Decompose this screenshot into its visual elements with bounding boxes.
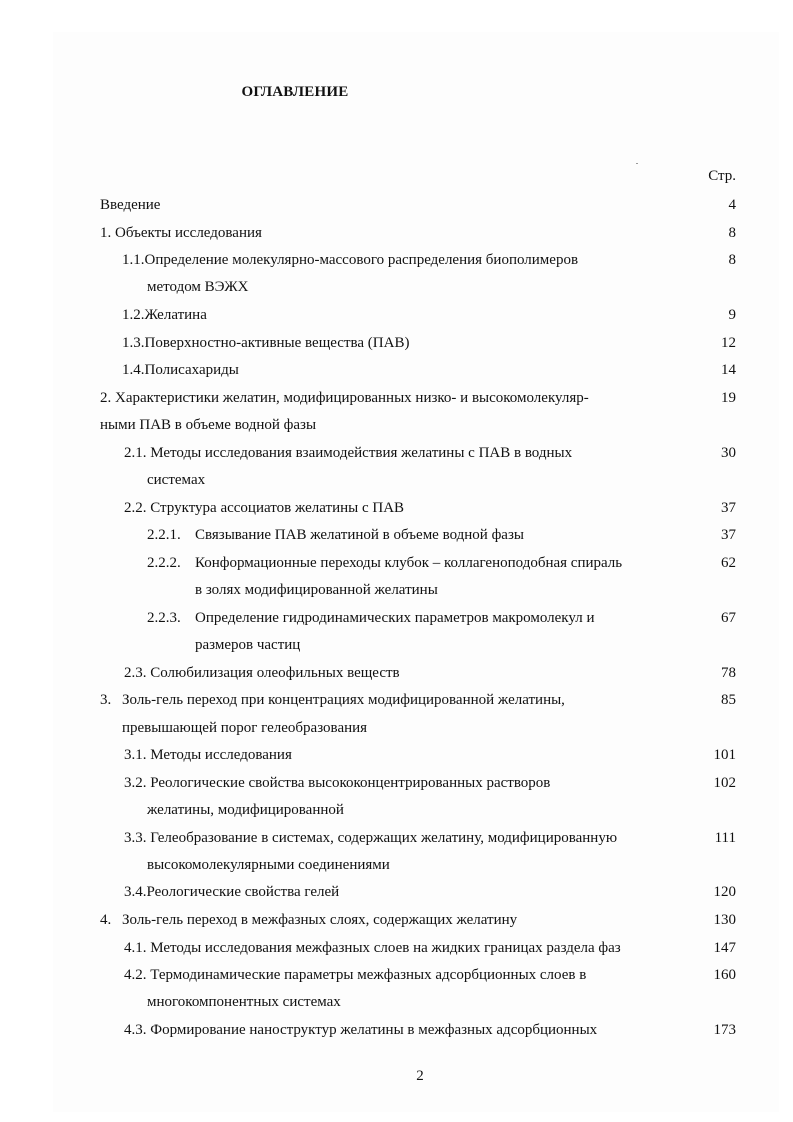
toc-entry-title: 2.1. Методы исследования взаимодействия желатины с ПАВ в водных	[124, 445, 573, 461]
toc-entry-page: 4	[728, 197, 736, 213]
page-title: ОГЛАВЛЕНИЕ	[241, 84, 349, 100]
toc-entry-title: в золях модифицированной желатины	[195, 582, 438, 598]
toc-entry-title: Золь-гель переход при концентрациях модифицированной желатины,	[122, 692, 565, 708]
toc-entry-continuation	[0, 580, 793, 600]
toc-entry-number: 2.2.2.	[147, 555, 181, 571]
toc-entry-page: 173	[713, 1022, 736, 1038]
toc-entry-title: Определение гидродинамических параметров макромолекул и	[195, 610, 595, 626]
toc-entry-number: 3.	[100, 692, 112, 708]
scan-speck	[636, 163, 638, 164]
toc-entry-title: 4.1. Методы исследования межфазных слоев на жидких границах раздела фаз	[124, 940, 621, 956]
toc-entry	[0, 250, 793, 270]
toc-entry	[0, 938, 793, 958]
toc-entry	[0, 305, 793, 325]
toc-entry	[0, 910, 793, 930]
toc-entry-page: 12	[721, 335, 736, 351]
toc-entry-page: 9	[728, 307, 736, 323]
toc-entry-title: 2.2. Структура ассоциатов желатины с ПАВ	[124, 500, 405, 516]
toc-entry-title: 3.1. Методы исследования	[124, 747, 292, 763]
toc-entry-continuation	[0, 800, 793, 820]
toc-entry-page: 30	[721, 445, 736, 461]
toc-entry-number: 4.	[100, 912, 112, 928]
toc-entry	[0, 828, 793, 848]
toc-entry-continuation	[0, 855, 793, 875]
page-column-label: Стр.	[708, 168, 736, 184]
toc-entry-page: 8	[728, 252, 736, 268]
toc-entry-page: 101	[713, 747, 736, 763]
toc-entry-title: 3.3. Гелеобразование в системах, содержащих желатину, модифицированную	[124, 830, 618, 846]
toc-entry-page: 120	[713, 884, 736, 900]
toc-entry-page: 67	[721, 610, 736, 626]
toc-entry-title: превышающей порог гелеобразования	[122, 720, 368, 736]
toc-entry	[0, 773, 793, 793]
toc-entry-page: 62	[721, 555, 736, 571]
toc-entry-page: 102	[713, 775, 736, 791]
toc-entry-page: 37	[721, 500, 736, 516]
toc-entry-page: 78	[721, 665, 736, 681]
toc-entry	[0, 608, 793, 628]
toc-entry-title: многокомпонентных системах	[147, 994, 341, 1010]
toc-entry-title: методом ВЭЖХ	[147, 279, 249, 295]
toc-entry-title: 3.4.Реологические свойства гелей	[124, 884, 340, 900]
toc-entry	[0, 195, 793, 215]
toc-entry-title: 2.3. Солюбилизация олеофильных веществ	[124, 665, 400, 681]
toc-entry	[0, 388, 793, 408]
toc-entry-continuation	[0, 415, 793, 435]
toc-entry-page: 130	[713, 912, 736, 928]
toc-entry-title: 4.3. Формирование наноструктур желатины в межфазных адсорбционных	[124, 1022, 598, 1038]
toc-entry	[0, 745, 793, 765]
toc-entry-continuation	[0, 470, 793, 490]
toc-entry-page: 85	[721, 692, 736, 708]
toc-entry-title: системах	[147, 472, 206, 488]
toc-entry	[0, 690, 793, 710]
toc-entry-title: 1. Объекты исследования	[100, 225, 262, 241]
toc-entry-title: 1.4.Полисахариды	[122, 362, 239, 378]
toc-entry-continuation	[0, 277, 793, 297]
toc-entry	[0, 1020, 793, 1040]
toc-entry-title: 1.1.Определение молекулярно-массового распределения биополимеров	[122, 252, 579, 268]
toc-entry-page: 147	[713, 940, 736, 956]
toc-entry-title: 2. Характеристики желатин, модифицированных низко- и высокомолекуляр-	[100, 390, 589, 406]
toc-entry-title: Золь-гель переход в межфазных слоях, содержащих желатину	[122, 912, 518, 928]
toc-entry-page: 160	[713, 967, 736, 983]
toc-entry-page: 14	[721, 362, 736, 378]
toc-entry-number: 2.2.1.	[147, 527, 181, 543]
toc-entry	[0, 882, 793, 902]
toc-entry-page: 8	[728, 225, 736, 241]
toc-entry	[0, 663, 793, 683]
toc-entry-page: 37	[721, 527, 736, 543]
toc-entry-title: 4.2. Термодинамические параметры межфазных адсорбционных слоев в	[124, 967, 587, 983]
toc-entry	[0, 223, 793, 243]
toc-entry-title: размеров частиц	[195, 637, 301, 653]
toc-entry-continuation	[0, 635, 793, 655]
toc-entry-number: 2.2.3.	[147, 610, 181, 626]
toc-entry-title: 3.2. Реологические свойства высококонцентрированных растворов	[124, 775, 551, 791]
toc-entry-continuation	[0, 718, 793, 738]
toc-entry-page: 111	[714, 830, 736, 846]
toc-entry-title: 1.3.Поверхностно-активные вещества (ПАВ)	[122, 335, 410, 351]
toc-entry	[0, 498, 793, 518]
toc-entry-title: Введение	[100, 197, 161, 213]
toc-entry-page: 19	[721, 390, 736, 406]
toc-entry-title: желатины, модифицированной	[147, 802, 344, 818]
toc-entry	[0, 360, 793, 380]
toc-entry	[0, 333, 793, 353]
toc-entry-title: Связывание ПАВ желатиной в объеме водной фазы	[195, 527, 524, 543]
toc-entry	[0, 525, 793, 545]
toc-entry	[0, 553, 793, 573]
toc-entry-title: Конформационные переходы клубок – коллагеноподобная спираль	[195, 555, 623, 571]
toc-entry-title: высокомолекулярными соединениями	[147, 857, 390, 873]
toc-entry-title: 1.2.Желатина	[122, 307, 207, 323]
page-number: 2	[416, 1068, 424, 1084]
toc-entry	[0, 965, 793, 985]
toc-entry-title: ными ПАВ в объеме водной фазы	[100, 417, 317, 433]
toc-entry-continuation	[0, 992, 793, 1012]
toc-entry	[0, 443, 793, 463]
